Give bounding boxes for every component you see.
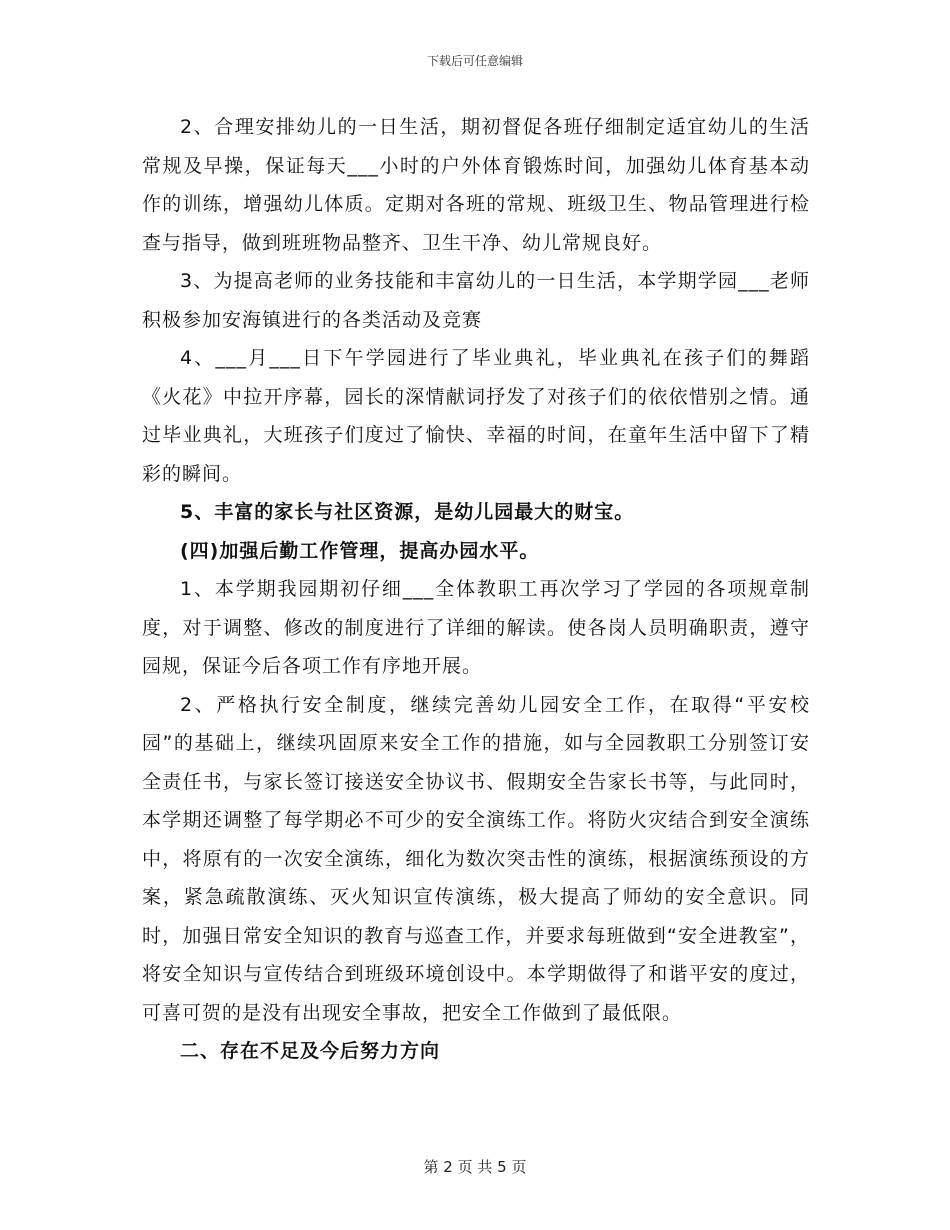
paragraph-safety: 2、严格执行安全制度，继续完善幼儿园安全工作，在取得“平安校园”的基础上，继续巩固原来安全工作的措施，如与全园教职工分别签订安全责任书，与家长签订接送安全协议书、假期安全告家长书等，与此同时，本学期还调整了每学期必不可少的安全演练工作。将防火灾结合到安全演练中，将原有的一次安全演练，细化为数次突击性的演练，根据演练预设的方案，紧急疏散演练、灭火知识宣传演练，极大提高了师幼的安全意识。同时，加强日常安全知识的教育与巡查工作，并要求每班做到“安全进教室”，将安全知识与宣传结合到班级环境创设中。本学期做得了和谐平安的度过，可喜可贺的是没有出现安全事故，把安全工作做到了最低限。 bbox=[142, 693, 810, 1024]
paragraph-regulations: 1、本学期我园期初仔细___全体教职工再次学习了学园的各项规章制度，对于调整、修改的制度进行了详细的解读。使各岗人员明确职责，遵守园规，保证今后各项工作有序地开展。 bbox=[142, 578, 810, 677]
paragraph-teacher-skills: 3、为提高老师的业务技能和丰富幼儿的一日生活，本学期学园___老师积极参加安海镇进行的各类活动及竞赛 bbox=[142, 270, 810, 331]
page-header: 下载后可任意编辑 bbox=[426, 54, 523, 68]
paragraph-daily-life: 2、合理安排幼儿的一日生活，期初督促各班仔细制定适宜幼儿的生活常规及早操，保证每天___小时的户外体育锻炼时间，加强幼儿体育基本动作的训练，增强幼儿体质。定期对各班的常规、班级卫生、物品管理进行检查与指导，做到班班物品整齐、卫生干净、幼儿常规良好。 bbox=[142, 116, 810, 254]
document-body bbox=[142, 108, 810, 1071]
paragraph-graduation: 4、___月___日下午学园进行了毕业典礼，毕业典礼在孩子们的舞蹈《火花》中拉开序幕，园长的深情献词抒发了对孩子们的依依惜别之情。通过毕业典礼，大班孩子们度过了愉快、幸福的时间，在童年生活中留下了精彩的瞬间。 bbox=[142, 347, 810, 485]
page-footer: 第 2 页 共 5 页 bbox=[423, 1158, 527, 1176]
heading-logistics: (四)加强后勤工作管理，提高办园水平。 bbox=[180, 539, 540, 562]
heading-shortcomings: 二、存在不足及今后努力方向 bbox=[180, 1040, 441, 1062]
heading-community-resources: 5、丰富的家长与社区资源，是幼儿园最大的财宝。 bbox=[180, 501, 635, 523]
